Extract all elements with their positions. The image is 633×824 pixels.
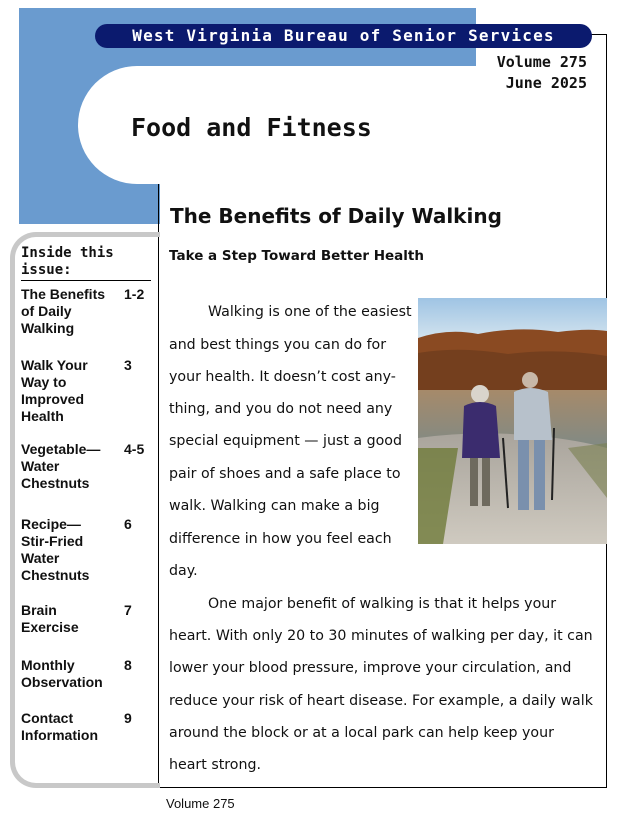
body-line: walk. Walking can make a big (169, 498, 380, 514)
toc-item-title: Walk Your Way to Improved Health (21, 357, 88, 424)
toc-item-title: Vegetable— Water Chestnuts (21, 441, 101, 491)
body-line: and best things you can do for (169, 337, 387, 353)
body-line: day. (169, 563, 198, 579)
toc-item-title: The Benefits of Daily Walking (21, 286, 106, 336)
organization-banner: West Virginia Bureau of Senior Services (95, 24, 592, 48)
issue-info (497, 52, 587, 94)
sidebar-heading (21, 245, 151, 281)
body-line: One major benefit of walking is that it helps your (208, 596, 557, 612)
body-line: around the block or at a local park can help keep your (169, 725, 554, 741)
sidebar-heading-line2: issue: (21, 262, 72, 278)
article-subtitle: Take a Step Toward Better Health (169, 248, 424, 264)
toc-item-pages: 1-2 (124, 286, 145, 302)
toc-item-title: Monthly Observation (21, 657, 103, 690)
body-line: Walking is one of the easiest (208, 304, 412, 320)
body-line: heart. With only 20 to 30 minutes of walking per day, it can (169, 628, 593, 644)
sidebar-heading-line1: Inside this (21, 245, 114, 261)
issue-date: June 2025 (505, 74, 587, 92)
toc-item-pages: 7 (124, 602, 132, 618)
toc-item-pages: 6 (124, 516, 132, 532)
newsletter-title: Food and Fitness (131, 113, 372, 142)
toc-item-pages: 3 (124, 357, 132, 373)
body-line: your health. It doesn’t cost any- (169, 369, 396, 385)
toc-item-title: Brain Exercise (21, 602, 79, 635)
body-line: lower your blood pressure, improve your circulation, and (169, 660, 572, 676)
footer-volume: Volume 275 (166, 796, 235, 811)
toc-item-pages: 4-5 (124, 441, 145, 457)
toc-item-title: Recipe— Stir-Fried Water Chestnuts (21, 516, 90, 583)
body-line: heart strong. (169, 757, 261, 773)
body-line: difference in how you feel each (169, 531, 392, 547)
walking-couple-photo (418, 298, 607, 544)
issue-volume: Volume 275 (496, 53, 587, 71)
body-line: pair of shoes and a safe place to (169, 466, 401, 482)
toc-item-pages: 8 (124, 657, 132, 673)
toc-item-pages: 9 (124, 710, 132, 726)
body-line: reduce your risk of heart disease. For example, a daily walk (169, 693, 593, 709)
article-title: The Benefits of Daily Walking (170, 204, 502, 228)
body-line: thing, and you do not need any (169, 401, 393, 417)
body-line: special equipment — just a good (169, 433, 402, 449)
toc-item-title: Contact Information (21, 710, 98, 743)
